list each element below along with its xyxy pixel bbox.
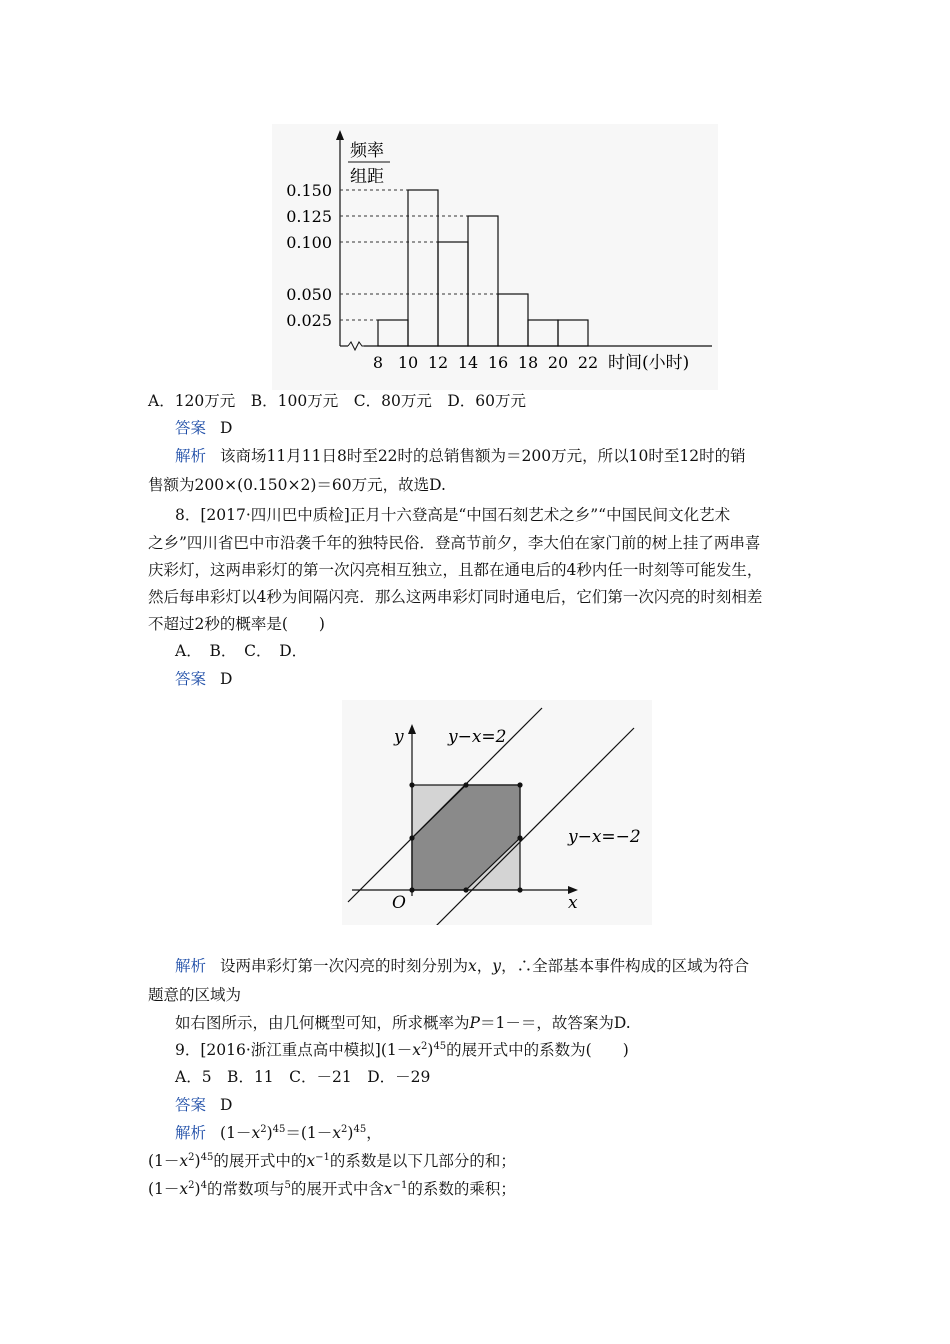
exp: −1	[315, 1151, 330, 1163]
q7-analysis-line1	[175, 445, 855, 467]
q9-analysis-line2	[148, 1150, 828, 1172]
q9-answer-line	[175, 1094, 855, 1116]
exp: 45	[433, 1040, 447, 1052]
hist-y-tick-label: 0.100	[286, 233, 332, 252]
hist-ylabel-bottom: 组距	[350, 167, 384, 187]
upper-line-label: y−x=2	[448, 727, 507, 747]
eq: ＝(1－	[285, 1124, 333, 1142]
q9-stem	[175, 1039, 855, 1061]
paren: )	[347, 1124, 354, 1142]
text: 的常数项与	[206, 1180, 285, 1198]
eq: ，	[366, 1124, 382, 1142]
x-axis-label: x	[568, 893, 578, 913]
hist-x-tick-label: 8	[372, 353, 384, 372]
q8-analysis-tag: 解析	[175, 957, 207, 975]
text: 的展开式中含	[290, 1180, 384, 1198]
q8-analysis-line2: 题意的区域为	[148, 986, 242, 1004]
exp: −1	[392, 1179, 408, 1191]
q7-analysis-text1: 该商场11月11日8时至22时的总销售额为＝200万元，所以10时至12时的销	[220, 447, 746, 465]
exp: 2	[188, 1179, 195, 1191]
var-x: x	[468, 957, 477, 975]
hist-y-tick-label: 0.025	[286, 311, 332, 330]
q9-stem-a: 9．[2016·浙江重点高中模拟](1－	[175, 1041, 413, 1059]
exp: 45	[272, 1123, 286, 1135]
q8-stem-line1: 8．[2017·四川巴中质检]正月十六登高是“中国石刻艺术之乡”“中国民间文化艺术	[175, 506, 731, 524]
exp: 45	[200, 1151, 214, 1163]
hist-x-tick-label: 10	[397, 353, 419, 372]
q9-analysis-tag: 解析	[175, 1124, 207, 1142]
q8-analysis-text1a: 设两串彩灯第一次闪亮的时刻分别为	[220, 957, 469, 975]
text: 的展开式中的	[213, 1152, 307, 1170]
y-axis-label: y	[394, 727, 404, 747]
q9-analysis-line1	[175, 1122, 855, 1144]
hist-y-tick-label: 0.125	[286, 207, 332, 226]
hist-x-tick-label: 16	[487, 353, 509, 372]
q8-options: A． B． C． D．	[175, 642, 308, 660]
origin-label: O	[392, 893, 406, 913]
hist-y-tick-label: 0.050	[286, 285, 332, 304]
exp: 45	[353, 1123, 367, 1135]
lower-line-label: y−x=−2	[568, 827, 641, 847]
q7-analysis-tag: 解析	[175, 447, 207, 465]
var-x: x	[179, 1152, 189, 1170]
q7-analysis-line2: 售额为200×(0.150×2)＝60万元，故选D.	[148, 476, 446, 494]
q8-analysis-line1	[175, 955, 855, 977]
var-p: P	[469, 1014, 480, 1032]
eq: (1－	[148, 1152, 180, 1170]
q8-stem-line4: 然后每串彩灯以4秒为间隔闪亮．那么这两串彩灯同时通电后，它们第一次闪亮的时刻相差	[148, 588, 763, 606]
exp: 2	[341, 1123, 348, 1135]
q8-analysis-text3b: ＝1－＝，故答案为D.	[479, 1014, 631, 1032]
var-x: x	[383, 1180, 393, 1198]
q9-options: A．5 B．11 C．－21 D．－29	[175, 1068, 431, 1086]
var-x: x	[179, 1180, 189, 1198]
var-x: x	[412, 1041, 421, 1059]
var-x: x	[306, 1152, 316, 1170]
exp: 5	[284, 1179, 291, 1191]
paren: )	[266, 1124, 273, 1142]
eq: (1－	[148, 1180, 180, 1198]
hist-y-tick-label: 0.150	[286, 181, 332, 200]
var-x: x	[251, 1124, 261, 1142]
text: 的系数是以下几部分的和；	[329, 1152, 516, 1170]
q9-answer-tag: 答案	[175, 1096, 207, 1114]
paren: )	[194, 1152, 201, 1170]
paren: )	[194, 1180, 201, 1198]
var-x: x	[332, 1124, 342, 1142]
q9-stem-b: 的展开式中的系数为( )	[446, 1041, 629, 1059]
q8-analysis-text1b: ，∴全部基本事件构成的区域为符合	[501, 957, 750, 975]
q8-stem-line5: 不超过2秒的概率是( )	[148, 615, 325, 633]
var-y: y	[492, 957, 502, 975]
hist-x-tick-label: 12	[427, 353, 449, 372]
exp: 2	[421, 1040, 428, 1052]
eq: (1－	[220, 1124, 252, 1142]
paren: )	[427, 1041, 434, 1059]
q8-answer-tag: 答案	[175, 670, 207, 688]
q8-stem-line2: 之乡”四川省巴中市沿袭千年的独特民俗．登高节前夕，李大伯在家门前的树上挂了两串喜	[148, 534, 761, 552]
q9-analysis-line3	[148, 1178, 828, 1200]
q7-options: A．120万元 B．100万元 C．80万元 D．60万元	[148, 392, 526, 410]
hist-x-tick-label: 20	[547, 353, 569, 372]
probability-region-figure	[342, 700, 652, 925]
q7-answer-line	[175, 417, 855, 439]
q7-answer-tag: 答案	[175, 419, 207, 437]
histogram-chart	[272, 124, 718, 390]
q8-answer: D	[220, 670, 233, 688]
q8-analysis-sep: ，	[476, 957, 493, 975]
hist-ylabel-top: 频率	[350, 141, 384, 161]
q8-answer-line	[175, 668, 855, 690]
exp: 2	[260, 1123, 267, 1135]
hist-x-tick-label: 14	[457, 353, 479, 372]
hist-x-tick-label: 22	[577, 353, 599, 372]
exp: 4	[200, 1179, 207, 1191]
exp: 2	[188, 1151, 195, 1163]
q8-analysis-line3	[175, 1012, 855, 1034]
text: 的系数的乘积；	[407, 1180, 516, 1198]
q7-answer: D	[220, 419, 233, 437]
q8-analysis-text3a: 如右图所示，由几何概型可知，所求概率为	[175, 1014, 470, 1032]
q8-stem-line3: 庆彩灯，这两串彩灯的第一次闪亮相互独立，且都在通电后的4秒内任一时刻等可能发生，	[148, 561, 763, 579]
q9-answer: D	[220, 1096, 233, 1114]
hist-xlabel: 时间(小时)	[608, 353, 690, 373]
hist-x-tick-label: 18	[517, 353, 539, 372]
